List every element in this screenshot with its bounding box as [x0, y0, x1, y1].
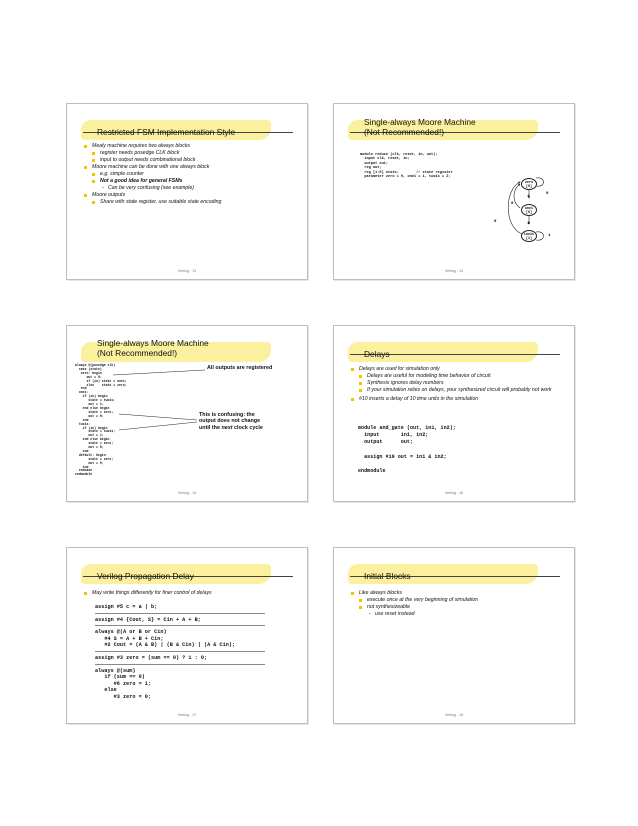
code-area	[95, 604, 265, 701]
slide-title: Initial Blocks	[364, 571, 411, 581]
bullet: register needs posedge CLK block	[83, 150, 297, 157]
bullet: Delays are used for simulation only	[350, 366, 564, 373]
slide-footer: Verilog - 14	[444, 269, 464, 273]
divider	[95, 651, 265, 652]
slide-13	[66, 103, 308, 280]
bullet: Moore outputs	[83, 192, 297, 199]
title-bar	[348, 338, 558, 364]
slide-title-line2: (Not Recommended!)	[97, 348, 178, 358]
slide-footer: Verilog - 17	[177, 713, 197, 717]
edge-label: 1	[548, 234, 551, 238]
title-bar	[348, 116, 558, 142]
fsm-diagram	[484, 172, 574, 252]
state-node-two1s: two1s [1]	[521, 230, 537, 242]
edge-label: 0	[546, 192, 549, 196]
code-line: assign #3 zero = (sum == 0) ? 1 : 0;	[95, 654, 208, 661]
divider	[95, 613, 265, 614]
bullet-list	[350, 590, 564, 618]
slide-footer: Verilog - 18	[444, 713, 464, 717]
callout-line	[199, 425, 263, 431]
edge-label: 0	[511, 202, 514, 206]
slide-15	[66, 325, 308, 502]
edge-label: 1	[527, 195, 530, 199]
slide-18	[333, 547, 575, 724]
slide-16	[333, 325, 575, 502]
bullet-list	[83, 143, 297, 206]
bullet: execute once at the very beginning of simulation	[350, 597, 564, 604]
title-bar	[81, 116, 291, 142]
title-bar	[81, 560, 291, 586]
slide-title: Verilog Propagation Delay	[97, 571, 194, 581]
slide-footer: Verilog - 16	[444, 491, 464, 495]
bullet: - use reset instead	[350, 611, 564, 618]
bullet: May write things differently for finer control of delays	[83, 590, 297, 597]
callout-registered: All outputs are registered	[207, 365, 273, 371]
bullet: input to output needs combinational block	[83, 157, 297, 164]
code-block: always @(sum) if (sum == 0) #6 zero = 1; else #3 zero = 0;	[95, 667, 152, 700]
slide-title-line1: Single-always Moore Machine	[97, 338, 209, 348]
callout-line: output does not change	[199, 418, 261, 425]
callout-confusing	[199, 412, 263, 431]
callout-emphasis: next	[221, 424, 233, 431]
bullet: If your simulation relies on delays, your synthesized circuit will probably not work	[350, 387, 564, 394]
slide-title: Restricted FSM Implementation Style	[97, 127, 236, 137]
bullet: Mealy machine requires two always blocks	[83, 143, 297, 150]
state-node-zero: zero [0]	[521, 178, 537, 190]
bullet: Not a good idea for general FSMs	[83, 178, 297, 185]
callout-text: until the	[199, 424, 222, 431]
slide-footer: Verilog - 13	[177, 269, 197, 273]
code-block: module and_gate (out, in1, in2); input in1, in2; output out; assign #10 out = in1 & in2; endmodule	[358, 425, 456, 475]
bullet: #10 inserts a delay of 10 time units in the simulation	[350, 396, 564, 403]
code-line: assign #4 {Cout, S} = Cin + A + B;	[95, 616, 201, 623]
bullet: - Can be very confusing (see example)	[83, 185, 297, 192]
edge-label: 0	[494, 220, 497, 224]
bullet-list	[350, 366, 564, 403]
bullet: Like always blocks	[350, 590, 564, 597]
bullet: Share with state register, use suitable state encoding	[83, 199, 297, 206]
slide-footer: Verilog - 15	[177, 491, 197, 495]
bullet: not synthesizeable	[350, 604, 564, 611]
edge-label: 1	[527, 222, 530, 226]
callout-line: This is confusing: the	[199, 412, 255, 418]
slide-title-line2: (Not Recommended!)	[364, 127, 445, 137]
bullet: Moore machine can be done with one always block	[83, 164, 297, 171]
code-line: assign #5 c = a | b;	[95, 604, 158, 610]
slide-17	[66, 547, 308, 724]
divider	[95, 625, 265, 626]
bullet: Synthesis ignores delay numbers	[350, 380, 564, 387]
bullet: e.g. simple counter	[83, 171, 297, 178]
code-block: always @(A or B or Cin) #4 S = A + B + Cin; #2 Cout = (A & B) | (B & Cin) | (A & Cin);	[95, 629, 236, 649]
slide-title: Delays	[364, 349, 390, 359]
title-bar	[348, 560, 558, 586]
slide-title-line1: Single-always Moore Machine	[364, 117, 476, 127]
state-node-one1: one1 [0]	[521, 204, 537, 216]
bullet: Delays are useful for modeling time behavior of circuit	[350, 373, 564, 380]
callout-text: clock cycle	[232, 424, 263, 431]
code-block: always @(posedge clk) case (state) zero: begin out = 0; if (in) state = one1; else state = zero; end one1: if (in) begin state = two1s; out = 1; end else begin state = zero; out = 0; end two1s: if (in) begin state = two1s; out = 1; end else begin state = zero; out = 0; end default: begin state = zero; out = 0; end endcase endmodule	[75, 363, 127, 477]
slide-14	[333, 103, 575, 280]
divider	[95, 664, 265, 665]
code-block: module reduce (clk, reset, in, out); input clk, reset, in; output out; reg out; reg [1:0] state; // state register parameter zero = 0, one1 = 1, two1s = 2;	[360, 153, 453, 180]
bullet-list	[83, 590, 297, 597]
